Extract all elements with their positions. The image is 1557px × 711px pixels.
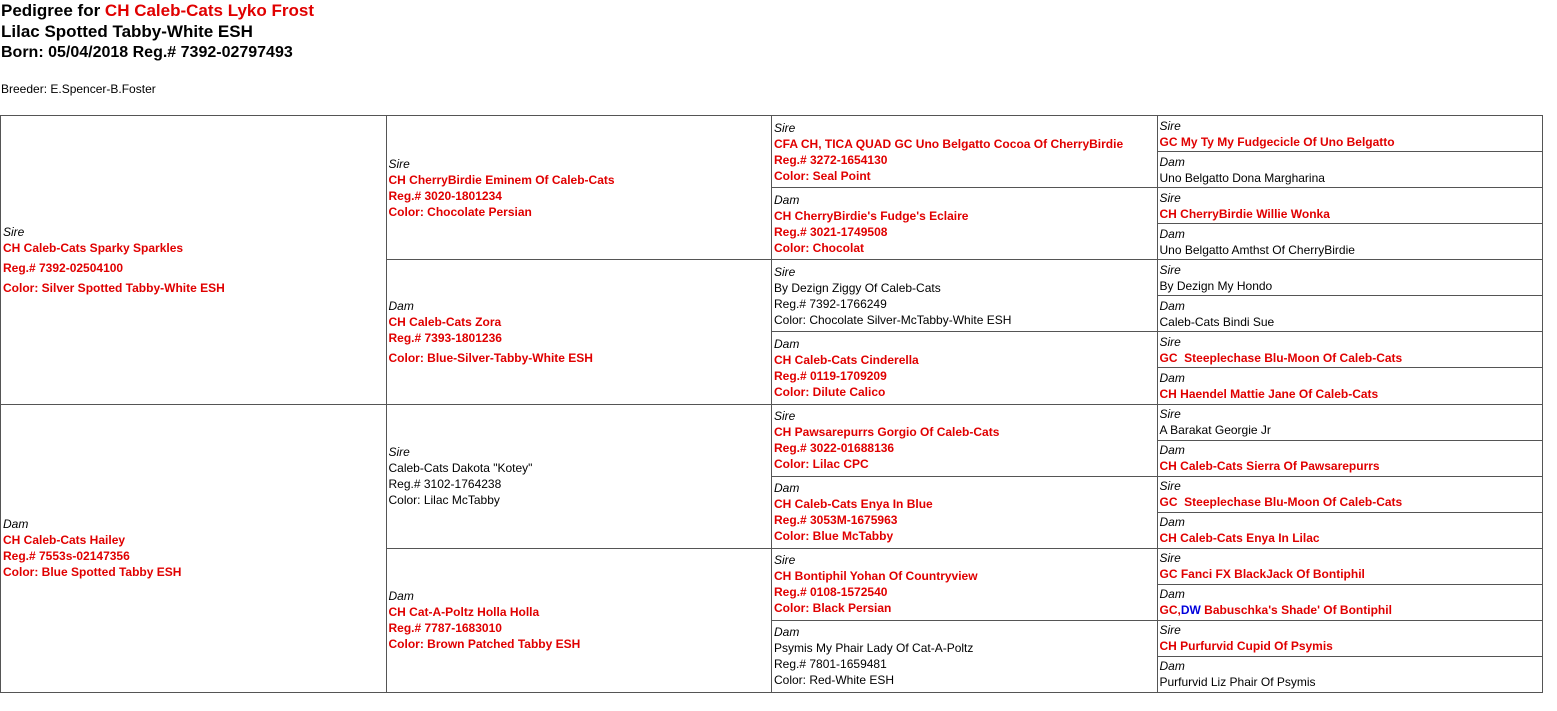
ancestor-reg: Reg.# 0108-1572540 (774, 585, 888, 600)
ancestor-color: Color: Seal Point (774, 168, 871, 183)
gen2-ss-cell (386, 116, 772, 260)
dam-reg: Reg.# 7553s-02147356 (3, 549, 130, 564)
role-label: Sire (774, 120, 796, 135)
role-label: Sire (1159, 479, 1181, 494)
gen4-ddsd-cell (1157, 584, 1543, 620)
role-label: Dam (774, 481, 800, 496)
role-label: Sire (774, 264, 796, 279)
role-label: Dam (774, 192, 800, 207)
ancestor-color: Color: Blue-Silver-Tabby-White ESH (388, 350, 593, 365)
gen3-sdd-cell (772, 332, 1158, 404)
gen4-ddss-cell (1157, 548, 1543, 584)
gen4-ssss-cell (1157, 116, 1543, 152)
ancestor-reg: Reg.# 3020-1801234 (388, 188, 502, 203)
gen3-dsd-cell (772, 476, 1158, 548)
ancestor-name: CH Caleb-Cats Cinderella (774, 352, 919, 367)
ancestor-reg: Reg.# 7392-1766249 (774, 296, 887, 311)
gen3-ddd-cell (772, 620, 1158, 692)
role-label: Dam (774, 336, 800, 351)
ancestor-color: Color: Blue McTabby (774, 529, 894, 544)
gen3-sds-cell (772, 260, 1158, 332)
role-label: Dam (388, 298, 414, 313)
ancestor-color: Color: Brown Patched Tabby ESH (388, 637, 581, 652)
title-prefix: Pedigree for (1, 1, 105, 20)
cat-color: Lilac Spotted Tabby-White ESH (1, 22, 253, 41)
ancestor-name: By Dezign Ziggy Of Caleb-Cats (774, 280, 941, 295)
role-label: Dam (1159, 226, 1185, 241)
ancestor-name: CFA CH, TICA QUAD GC Uno Belgatto Cocoa Of CherryBirdie (774, 136, 1124, 151)
ancestor-name: CH Caleb-Cats Enya In Lilac (1159, 531, 1320, 546)
role-label: Sire (1159, 551, 1181, 566)
pedigree-table (0, 115, 1543, 693)
ancestor-name: GC Fanci FX BlackJack Of Bontiphil (1159, 567, 1365, 582)
ancestor-name: CH CherryBirdie Eminem Of Caleb-Cats (388, 172, 615, 187)
ancestor-reg: Reg.# 3021-1749508 (774, 224, 888, 239)
ancestor-name: CH Pawsarepurrs Gorgio Of Caleb-Cats (774, 425, 1000, 440)
gen4-sdsd-cell (1157, 296, 1543, 332)
pedigree-header (1, 0, 314, 63)
role-label: Sire (1159, 623, 1181, 638)
role-label: Sire (1159, 262, 1181, 277)
ancestor-name (1160, 602, 1541, 618)
ancestor-name: By Dezign My Hondo (1159, 278, 1273, 293)
ancestor-reg: Reg.# 7393-1801236 (388, 330, 502, 345)
gen4-sssd-cell (1157, 152, 1543, 188)
gen2-sd-cell (386, 260, 772, 404)
ancestor-name: Uno Belgatto Amthst Of CherryBirdie (1159, 242, 1355, 257)
gen3-ssd-cell (772, 188, 1158, 260)
ancestor-name: CH CherryBirdie's Fudge's Eclaire (774, 208, 969, 223)
gen4-dddd-cell (1157, 656, 1543, 692)
cat-name: CH Caleb-Cats Lyko Frost (104, 1, 314, 20)
gen4-dsss-cell (1157, 404, 1543, 440)
role-label: Sire (1159, 190, 1181, 205)
gen4-dsdd-cell (1157, 512, 1543, 548)
role-label: Sire (1159, 118, 1181, 133)
ancestor-name: GC Steeplechase Blu-Moon Of Caleb-Cats (1159, 495, 1403, 510)
role-label: Dam (1159, 154, 1185, 169)
ancestor-name: CH Caleb-Cats Zora (388, 314, 502, 329)
ancestor-name: CH CherryBirdie Willie Wonka (1159, 206, 1330, 221)
ancestor-reg: Reg.# 3272-1654130 (774, 152, 888, 167)
role-label: Dam (1159, 443, 1185, 458)
role-label: Sire (388, 445, 410, 460)
role-label: Dam (1159, 587, 1185, 602)
role-label: Dam (1159, 515, 1185, 530)
ancestor-name: Caleb-Cats Dakota "Kotey" (388, 461, 533, 476)
ancestor-color: Color: Lilac McTabby (388, 493, 500, 508)
gen4-ssds-cell (1157, 188, 1543, 224)
page-title (1, 0, 314, 21)
role-label: Sire (3, 224, 25, 239)
ancestor-name: GC My Ty My Fudgecicle Of Uno Belgatto (1159, 134, 1395, 149)
ancestor-reg: Reg.# 3102-1764238 (388, 477, 502, 492)
gen3-sss-cell (772, 116, 1158, 188)
dam-color: Color: Blue Spotted Tabby ESH (3, 565, 182, 580)
ancestor-reg: Reg.# 3022-01688136 (774, 441, 895, 456)
gen2-ds-cell (386, 404, 772, 548)
ancestor-reg: Reg.# 7787-1683010 (388, 621, 502, 636)
ancestor-color: Color: Dilute Calico (774, 384, 886, 399)
role-label: Sire (1159, 407, 1181, 422)
ancestor-color: Color: Lilac CPC (774, 457, 869, 472)
ancestor-reg: Reg.# 7801-1659481 (774, 657, 887, 672)
ancestor-name: Caleb-Cats Bindi Sue (1159, 314, 1275, 329)
gen4-ssdd-cell (1157, 224, 1543, 260)
ancestor-name: Purfurvid Liz Phair Of Psymis (1159, 675, 1316, 690)
sire-color: Color: Silver Spotted Tabby-White ESH (3, 280, 225, 295)
ancestor-name: A Barakat Georgie Jr (1159, 423, 1271, 438)
ancestor-color: Color: Black Persian (774, 601, 892, 616)
gen4-sdds-cell (1157, 332, 1543, 368)
title-prefix: GC, (1159, 603, 1181, 618)
breeder: Breeder: E.Spencer-B.Foster (1, 82, 156, 96)
ancestor-name: CH Purfurvid Cupid Of Psymis (1159, 639, 1333, 654)
sire-reg: Reg.# 7392-02504100 (3, 260, 124, 275)
ancestor-reg: Reg.# 3053M-1675963 (774, 513, 898, 528)
gen4-dsds-cell (1157, 476, 1543, 512)
role-label: Sire (388, 156, 410, 171)
gen1-sire-cell (1, 116, 387, 405)
role-label: Sire (1159, 334, 1181, 349)
ancestor-name: CH Cat-A-Poltz Holla Holla (388, 605, 540, 620)
gen1-dam-cell (1, 404, 387, 693)
ancestor-reg: Reg.# 0119-1709209 (774, 368, 887, 383)
role-label: Sire (774, 553, 796, 568)
ancestor-name: CH Caleb-Cats Enya In Blue (774, 497, 933, 512)
ancestor-name: Psymis My Phair Lady Of Cat-A-Poltz (774, 641, 974, 656)
role-label: Dam (1159, 370, 1185, 385)
role-label: Sire (774, 409, 796, 424)
gen4-ddds-cell (1157, 620, 1543, 656)
ancestor-name-text: Babuschka's Shade' Of Bontiphil (1200, 603, 1392, 618)
role-label: Dam (774, 625, 800, 640)
dam-name: CH Caleb-Cats Hailey (3, 533, 126, 548)
ancestor-color: Color: Chocolate Persian (388, 204, 532, 219)
gen3-dss-cell (772, 404, 1158, 476)
role-label: Dam (3, 517, 29, 532)
birth-registration: Born: 05/04/2018 Reg.# 7392-02797493 (1, 44, 293, 61)
ancestor-name: CH Haendel Mattie Jane Of Caleb-Cats (1159, 386, 1379, 401)
role-label: Dam (388, 589, 414, 604)
role-label: Dam (1159, 659, 1185, 674)
ancestor-name: GC Steeplechase Blu-Moon Of Caleb-Cats (1159, 350, 1403, 365)
gen3-dds-cell (772, 548, 1158, 620)
role-label: Dam (1159, 298, 1185, 313)
gen2-dd-cell (386, 548, 772, 692)
ancestor-color: Color: Chocolate Silver-McTabby-White ESH (774, 312, 1012, 327)
ancestor-name: CH Caleb-Cats Sierra Of Pawsarepurrs (1159, 459, 1380, 474)
ancestor-color: Color: Red-White ESH (774, 673, 895, 688)
ancestor-name: CH Bontiphil Yohan Of Countryview (774, 569, 978, 584)
dw-title: DW (1180, 603, 1201, 618)
ancestor-name: Uno Belgatto Dona Margharina (1159, 170, 1325, 185)
gen4-sdss-cell (1157, 260, 1543, 296)
gen4-dssd-cell (1157, 440, 1543, 476)
sire-name: CH Caleb-Cats Sparky Sparkles (3, 240, 184, 255)
gen4-sddd-cell (1157, 368, 1543, 404)
ancestor-color: Color: Chocolat (774, 240, 864, 255)
